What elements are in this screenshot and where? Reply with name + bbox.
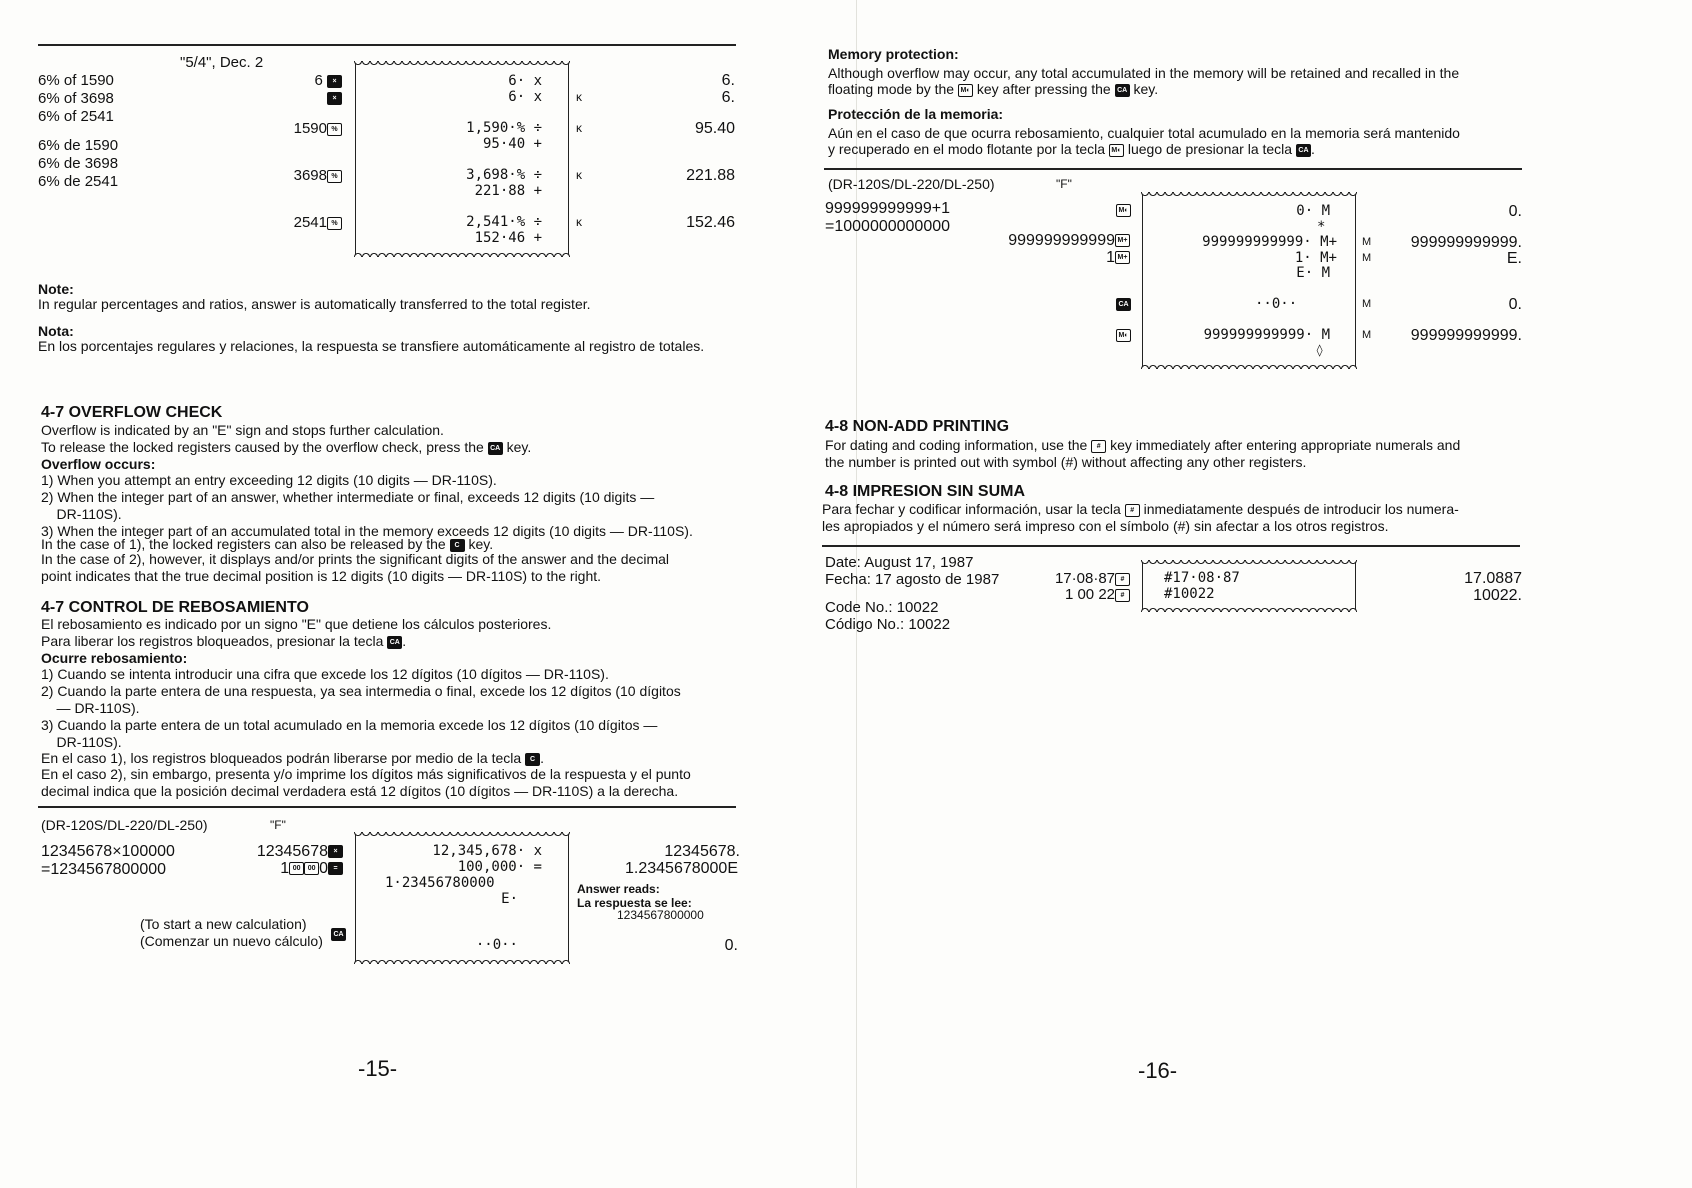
ca-key (331, 925, 346, 941)
display-value: 0. (724, 937, 738, 954)
answer-value: 1234567800000 (617, 908, 704, 922)
section-title-4-8: 4-8 NON-ADD PRINTING (825, 418, 1010, 435)
page-number: -15- (358, 1056, 398, 1081)
tape-line: 100,000· = (457, 859, 542, 875)
ca-key-icon: CA (331, 928, 346, 941)
c-key-icon: C (525, 753, 540, 766)
display-value: 152.46 (686, 214, 735, 231)
display-value: 0. (1508, 296, 1522, 313)
ca-key-icon: CA (488, 442, 503, 455)
multiply-key-icon: × (327, 75, 342, 88)
display-value: 10022. (1473, 587, 1522, 604)
equals-key-icon: = (328, 862, 343, 875)
tape-line: #17·08·87 (1164, 570, 1240, 586)
c-key-icon: C (450, 539, 465, 552)
m-mark: M (1362, 252, 1372, 264)
non-add-key-icon: # (1115, 589, 1130, 602)
note-text: In regular percentages and ratios, answer is automatically transferred to the total register. (38, 296, 591, 312)
section-title-4-7-es: 4-7 CONTROL DE REBOSAMIENTO (41, 599, 309, 616)
model-label: (DR-120S/DL-220/DL-250) (41, 817, 208, 833)
section-title-4-7: 4-7 OVERFLOW CHECK (41, 404, 223, 421)
display-value: 6. (721, 89, 735, 106)
rule (822, 545, 1520, 547)
overflow-problem: 12345678×100000 =1234567800000 (41, 843, 175, 878)
section-title-4-8-es: 4-8 IMPRESION SIN SUMA (825, 483, 1026, 500)
mem-problem: 999999999999+1 =1000000000000 (825, 200, 951, 235)
percent-key-icon: % (327, 170, 342, 183)
percent-key-icon: % (327, 123, 342, 136)
non-add-key-icon: # (1091, 440, 1106, 453)
rule (824, 168, 1522, 170)
note-title: Note: (38, 281, 74, 297)
nota-text: En los porcentajes regulares y relaciones, la respuesta se transfiere automáticamente al registro de totales. (38, 338, 705, 354)
pct-mode-label: "5/4", Dec. 2 (180, 54, 264, 71)
overflow-case2: In the case of 2), however, it displays and/or prints the significant digits of the answer and the decimal point indicates that the true decimal position is 12 digits (10 digits — DR-110S) to the right. (41, 551, 670, 584)
ca-key (1116, 295, 1131, 311)
tape-line: 12,345,678· x (432, 843, 542, 859)
nonadd-l1: For dating and coding information, use the # key immediately after entering appropriate numerals and (825, 437, 1461, 453)
k-mark: κ (576, 168, 582, 182)
overflow-l2: To release the locked registers caused by the overflow check, press the CA key. (41, 439, 532, 455)
display-value: 999999999999. (1410, 327, 1522, 344)
display-value: 17.0887 (1464, 570, 1522, 587)
page-number: -16- (1138, 1058, 1178, 1083)
display-value: 221.88 (686, 167, 735, 184)
ca-key-icon: CA (1296, 144, 1311, 157)
overflow-l1: Overflow is indicated by an "E" sign and stops further calculation. (41, 422, 444, 438)
k-mark: κ (576, 215, 582, 229)
m-mark: M (1362, 236, 1372, 248)
code-label: Code No.: 10022 Código No.: 10022 (825, 599, 951, 633)
ca-key-icon: CA (1115, 84, 1130, 97)
overflow-list: 1) When you attempt an entry exceeding 12 digits (10 digits — DR-110S). 2) When the integer part of an answer, whether intermediate or final, exceeds 12 digits (10 digits — DR-110S). 3) When the integer part of an accumulated total in the memory exceeds 12 digits (10 digits — DR-110S). (41, 472, 693, 539)
ov-key-1: 12345678 × (230, 843, 343, 861)
new-calc-note: (To start a new calculation) (Comenzar un nuevo cálculo) (140, 916, 323, 949)
mr-key (1116, 201, 1131, 217)
na-key-2: 1 00 22 # (1010, 586, 1130, 603)
k-mark: κ (576, 90, 582, 104)
multiply-key-icon: × (327, 92, 342, 105)
multiply-key-icon: × (328, 845, 343, 858)
rule (38, 806, 736, 808)
m-mark: M (1362, 298, 1372, 310)
pct-key-6: 6 × (250, 72, 342, 89)
display-value: 6. (721, 72, 735, 89)
display-value: 12345678. (664, 843, 740, 860)
nonadd-es-l1: Para fechar y codificar información, usar la tecla # inmediatamente después de introducir los numera- (822, 501, 1459, 517)
mem-key-2: 1 M+ (960, 249, 1130, 267)
memory-recall-key-icon: M◐ (958, 84, 973, 97)
tape-line: E· (501, 891, 518, 907)
mem-es-l2: y recuperado en el modo flotante por la tecla M◐ luego de presionar la tecla CA . (828, 141, 1315, 157)
display-value: 1.2345678000E (625, 860, 738, 877)
double-zero-key-icon: 00 (304, 862, 319, 875)
display-value: 0. (1508, 203, 1522, 220)
tape-line: 999999999999· M (1203, 327, 1330, 343)
memory-plus-key-icon: M+ (1115, 234, 1130, 247)
percent-key-icon: % (327, 217, 342, 230)
mem-es-title: Protección de la memoria: (828, 106, 1004, 122)
tape-line: ··0·· (1255, 296, 1298, 312)
tape-line: #10022 (1164, 586, 1215, 602)
rebos-case1: En el caso 1), los registros bloqueados podrán liberarse por medio de la tecla C . (41, 750, 544, 766)
rule (38, 44, 736, 46)
mode-label: "F" (270, 818, 286, 832)
nonadd-l2: the number is printed out with symbol (#) without affecting any other registers. (825, 454, 1307, 470)
ca-key-icon: CA (1116, 298, 1131, 311)
overflow-occurs: Overflow occurs: (41, 456, 156, 472)
tape-line: 999999999999· M+ (1202, 234, 1337, 250)
tape-line: 95·40 + (482, 136, 542, 152)
rebos-l1: El rebosamiento es indicado por un signo "E" que detiene los cálculos posteriores. (41, 616, 552, 632)
tape-line: 6· x (508, 89, 542, 105)
mem-l1: Although overflow may occur, any total accumulated in the memory will be retained and recalled in the (828, 65, 1460, 81)
non-add-key-icon: # (1115, 573, 1130, 586)
pct-key-2541: 2541 % (230, 214, 342, 231)
answer-reads: Answer reads: La respuesta se lee: (577, 882, 692, 910)
tape-line: 0· M (1296, 203, 1330, 219)
memory-plus-key-icon: M+ (1115, 251, 1130, 264)
pct-key-3698: 3698 % (230, 167, 342, 184)
tape-line: 1· M+ (1294, 250, 1337, 266)
rebos-occurs: Ocurre rebosamiento: (41, 650, 188, 666)
ca-key-icon: CA (387, 636, 402, 649)
memory-recall-key-icon: M◐ (1116, 204, 1131, 217)
mem-es-l1: Aún en el caso de que ocurra rebosamiento, cualquier total acumulado en la memoria será mantenido (828, 125, 1460, 141)
tape-line: 221·88 + (474, 183, 542, 199)
double-zero-key-icon: 00 (289, 862, 304, 875)
tape-line: 2,541·% ÷ (466, 214, 542, 230)
k-mark: κ (576, 121, 582, 135)
mr-key (1116, 326, 1131, 342)
model-label: (DR-120S/DL-220/DL-250) (828, 176, 995, 192)
nonadd-es-l2: les apropiados y el número será impreso con el símbolo (#) sin afectar a los otros registros. (822, 518, 1389, 534)
rebos-case2: En el caso 2), sin embargo, presenta y/o imprime los dígitos más significativos de la respuesta y el punto decimal indica que la posición decimal verdadera está 12 dígitos (10 dígitos — DR-110S) a la derecha. (41, 766, 691, 799)
display-value: E. (1506, 250, 1522, 267)
pct-problems-es: 6% de 1590 6% de 3698 6% de 2541 (38, 137, 119, 190)
tape-line: 3,698·% ÷ (466, 167, 542, 183)
nota-title: Nota: (38, 323, 74, 339)
tape-line: ◊ (1316, 343, 1324, 357)
tape-line: E· M (1296, 265, 1330, 281)
mode-label: "F" (1056, 177, 1072, 191)
mem-key-1: 999999999999 M+ (960, 232, 1130, 250)
pct-key-x (250, 89, 342, 106)
display-value: 95.40 (694, 120, 735, 137)
tape-line: 1·23456780000 (385, 875, 495, 891)
overflow-case1: In the case of 1), the locked registers can also be released by the C key. (41, 536, 494, 552)
tape-line: * (1317, 219, 1326, 235)
tape-line: ··0·· (475, 937, 518, 953)
na-key-1: 17·08·87 # (1010, 570, 1130, 587)
tape-line: 1,590·% ÷ (466, 120, 542, 136)
non-add-key-icon: # (1125, 504, 1140, 517)
pct-key-1590: 1590 % (230, 120, 342, 137)
ov-key-2: 1 00 00 0 = (230, 860, 343, 878)
display-value: 999999999999. (1410, 234, 1522, 251)
rebos-l2: Para liberar los registros bloqueados, presionar la tecla CA . (41, 633, 407, 649)
memory-recall-key-icon: M◐ (1109, 144, 1124, 157)
memory-recall-key-icon: M◐ (1116, 329, 1131, 342)
pct-problems: 6% of 1590 6% of 3698 6% of 2541 (38, 72, 114, 125)
rebos-list: 1) Cuando se intenta introducir una cifra que excede los 12 dígitos (10 dígitos — DR-110S). 2) Cuando la parte entera de una respuesta, ya sea intermedia o final, excede los 12 dígitos (10 dígitos — DR-110S). 3) Cuando la parte entera de un total acumulado en la memoria excede los 12 dígitos (10 dígitos — DR-110S). (41, 666, 681, 750)
mem-l2: floating mode by the M◐ key after pressing the CA key. (828, 81, 1159, 97)
date-label: Date: August 17, 1987 Fecha: 17 agosto de 1987 (825, 554, 1000, 588)
tape-line: 152·46 + (474, 230, 542, 246)
tape-line: 6· x (508, 73, 542, 89)
m-mark: M (1362, 329, 1372, 341)
mem-title: Memory protection: (828, 46, 959, 62)
